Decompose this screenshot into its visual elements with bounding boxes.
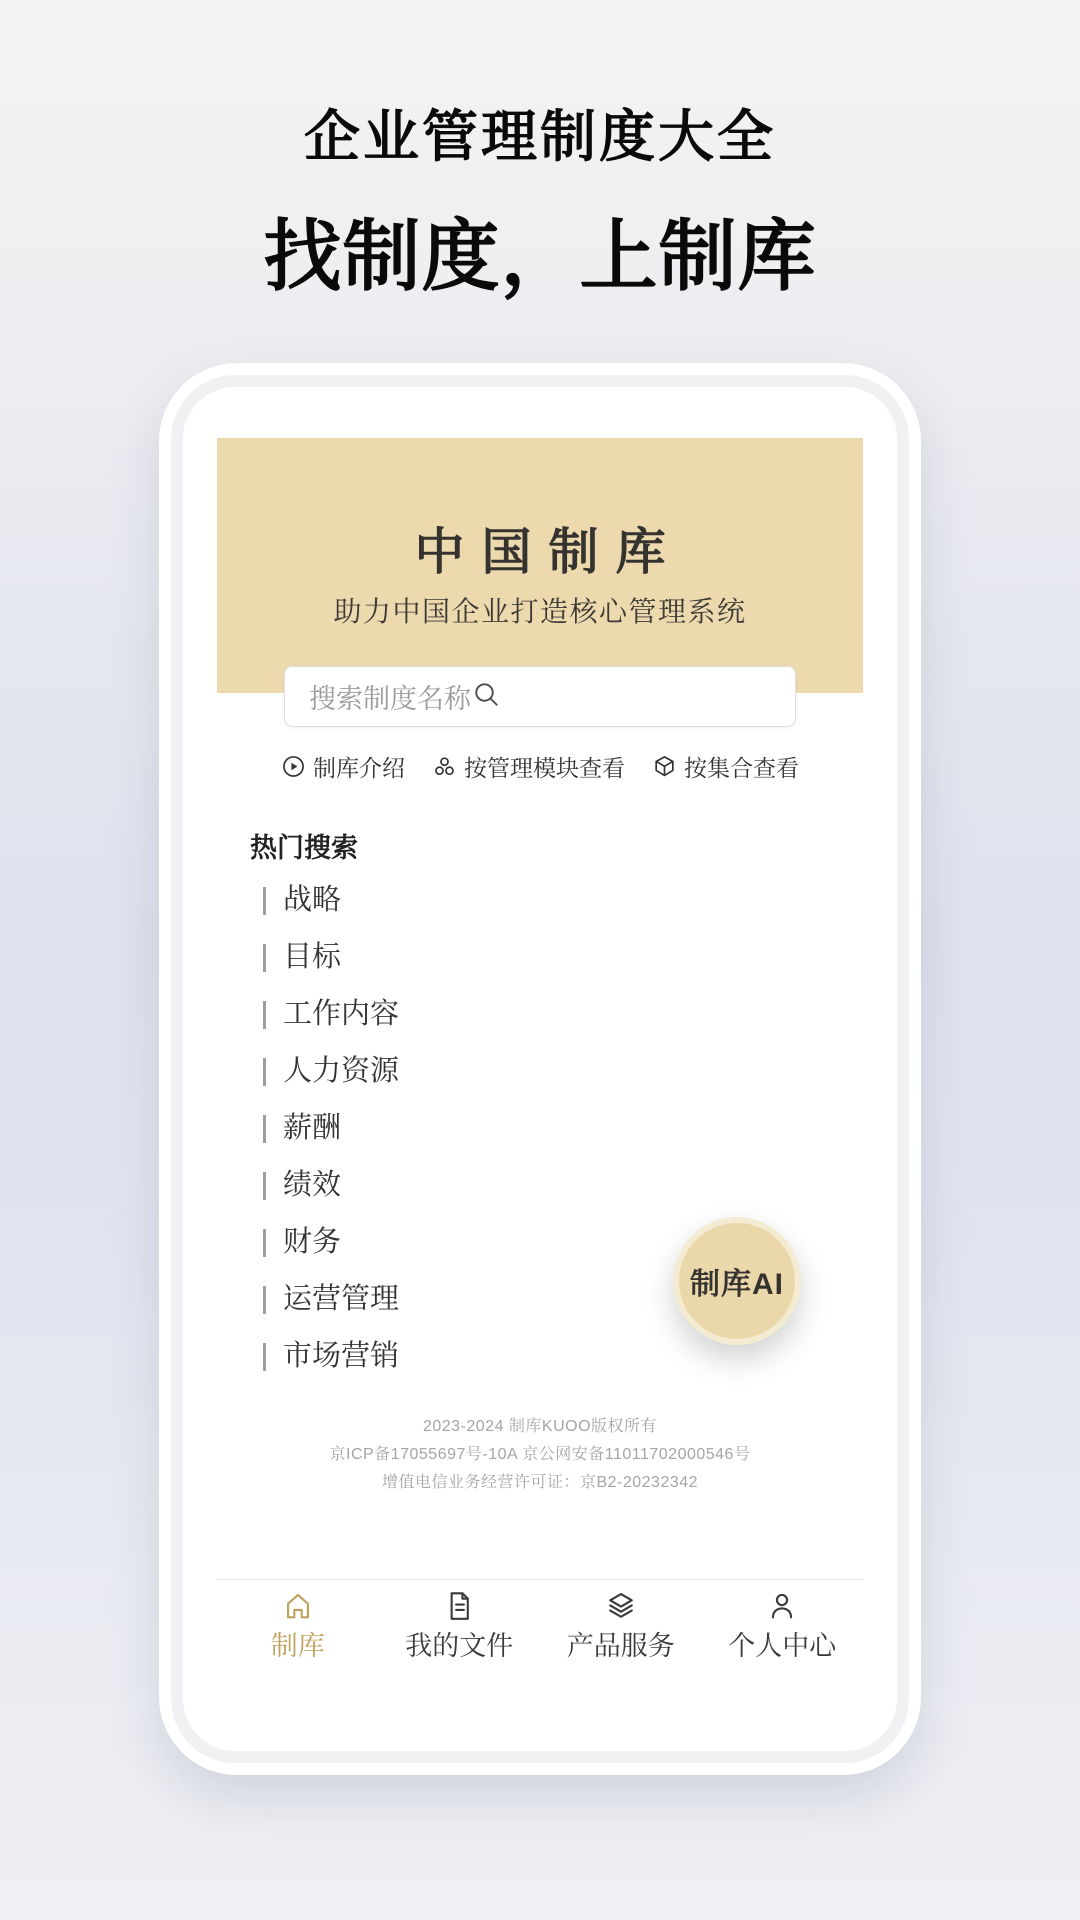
play-circle-icon	[281, 754, 306, 779]
app-slogan: 助力中国企业打造核心管理系统	[333, 596, 747, 628]
page-subheadline: 找制度，上制库	[263, 211, 817, 300]
page-headline: 企业管理制度大全	[304, 105, 776, 168]
tab-my-files[interactable]	[379, 1589, 541, 1662]
item-bar	[263, 1058, 266, 1086]
link-by-collection[interactable]	[652, 750, 799, 783]
item-bar	[263, 1115, 266, 1143]
hot-search-item[interactable]: 市场营销	[250, 1328, 863, 1385]
hot-search-item[interactable]: 运营管理	[250, 1271, 863, 1328]
hot-search-item[interactable]: 战略	[250, 872, 863, 929]
hot-search-item[interactable]: 财务	[250, 1214, 863, 1271]
item-bar	[263, 887, 266, 915]
link-by-collection-label: 按集合查看	[684, 755, 799, 782]
app-title: 中国制库	[414, 524, 683, 581]
item-bar	[263, 944, 266, 972]
ai-assistant-label: 制库AI	[690, 1268, 784, 1302]
icp-line: 京ICP备17055697号-10A 京公网安备11011702000546号	[329, 1446, 751, 1464]
phone-mockup	[159, 363, 921, 1775]
hot-search-title: 热门搜索	[250, 833, 358, 864]
app-banner	[217, 438, 863, 693]
link-intro[interactable]	[281, 750, 405, 783]
tab-home-label: 制库	[270, 1631, 325, 1662]
item-bar	[263, 1001, 266, 1029]
link-by-module[interactable]	[432, 750, 625, 783]
phone-bezel	[171, 375, 909, 1763]
license-line: 增值电信业务经营许可证：京B2-20232342	[381, 1474, 699, 1492]
hot-search-item[interactable]: 薪酬	[250, 1100, 863, 1157]
legal-footer	[217, 1413, 863, 1497]
hot-search-item[interactable]: 人力资源	[250, 1043, 863, 1100]
phone-screen	[183, 387, 897, 1751]
quick-links-row	[217, 750, 863, 783]
hot-search-item[interactable]: 目标	[250, 929, 863, 986]
item-bar	[263, 1172, 266, 1200]
ai-assistant-button[interactable]	[673, 1217, 801, 1345]
tab-profile-label: 个人中心	[728, 1631, 837, 1662]
tab-bar	[217, 1580, 863, 1662]
hot-search-item[interactable]: 工作内容	[250, 986, 863, 1043]
search-input-placeholder: 搜索制度名称	[309, 684, 471, 715]
home-icon	[281, 1589, 315, 1623]
tab-profile[interactable]	[702, 1589, 864, 1662]
tab-products[interactable]	[540, 1589, 702, 1662]
item-bar	[263, 1229, 266, 1257]
item-bar	[263, 1343, 266, 1371]
item-bar	[263, 1286, 266, 1314]
tab-products-label: 产品服务	[566, 1631, 675, 1662]
link-by-module-label: 按管理模块查看	[464, 755, 625, 782]
document-icon	[442, 1589, 476, 1623]
search-icon[interactable]	[471, 679, 501, 714]
layers-icon	[604, 1589, 638, 1623]
modules-icon	[432, 754, 457, 779]
link-intro-label: 制库介绍	[313, 755, 405, 782]
tab-home[interactable]	[217, 1589, 379, 1662]
user-icon	[765, 1589, 799, 1623]
hot-search-item[interactable]: 绩效	[250, 1157, 863, 1214]
tab-my-files-label: 我的文件	[405, 1631, 514, 1662]
cube-icon	[652, 754, 677, 779]
copyright-line: 2023-2024 制库KUOO版权所有	[422, 1418, 658, 1436]
search-box[interactable]	[284, 666, 796, 727]
